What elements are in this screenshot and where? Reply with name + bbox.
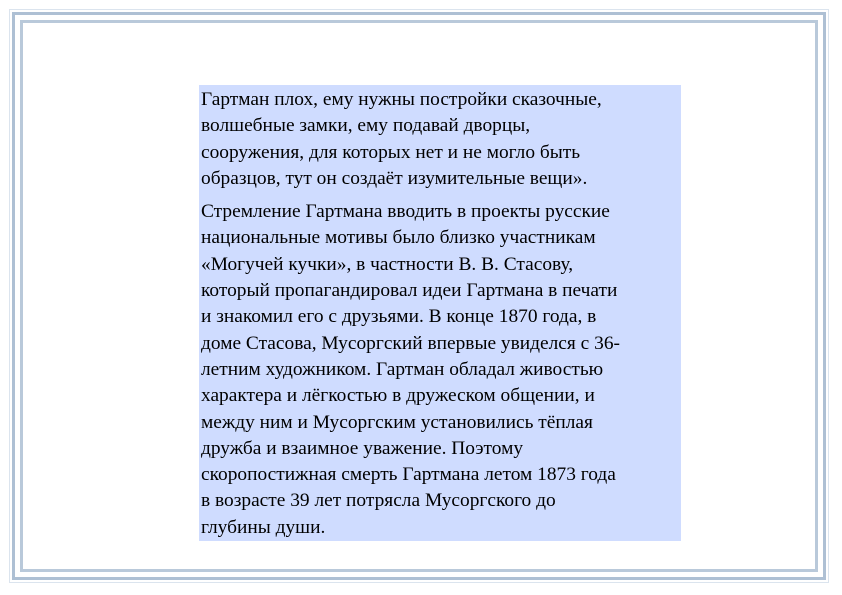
quote-paragraph: Гартман плох, ему нужны постройки сказочные, волшебные замки, ему подавай дворцы, сооружения, для которых нет и не могло быть образцов, тут он создаёт изумительные вещи». bbox=[201, 89, 602, 189]
biography-paragraph: Стремление Гартмана вводить в проекты русские национальные мотивы было близко участникам «Могучей кучки», в частности В. В. Стасову, который пропагандировал идеи Гартмана в печати и знакомил его с друзьями. В конце 1870 года, в доме Стасова, Мусоргский впервые увиделся с 36- летним художником. Гартман обладал живостью характера и лёгкостью в дружеском общении, и между ним и Мусоргским установились тёплая дружба и взаимное уважение. Поэтому скоропостижная смерть Гартмана летом 1873 года в возрасте 39 лет потрясла Мусоргского до глубины души. bbox=[201, 201, 620, 538]
slide-text-box[interactable] bbox=[199, 85, 681, 541]
